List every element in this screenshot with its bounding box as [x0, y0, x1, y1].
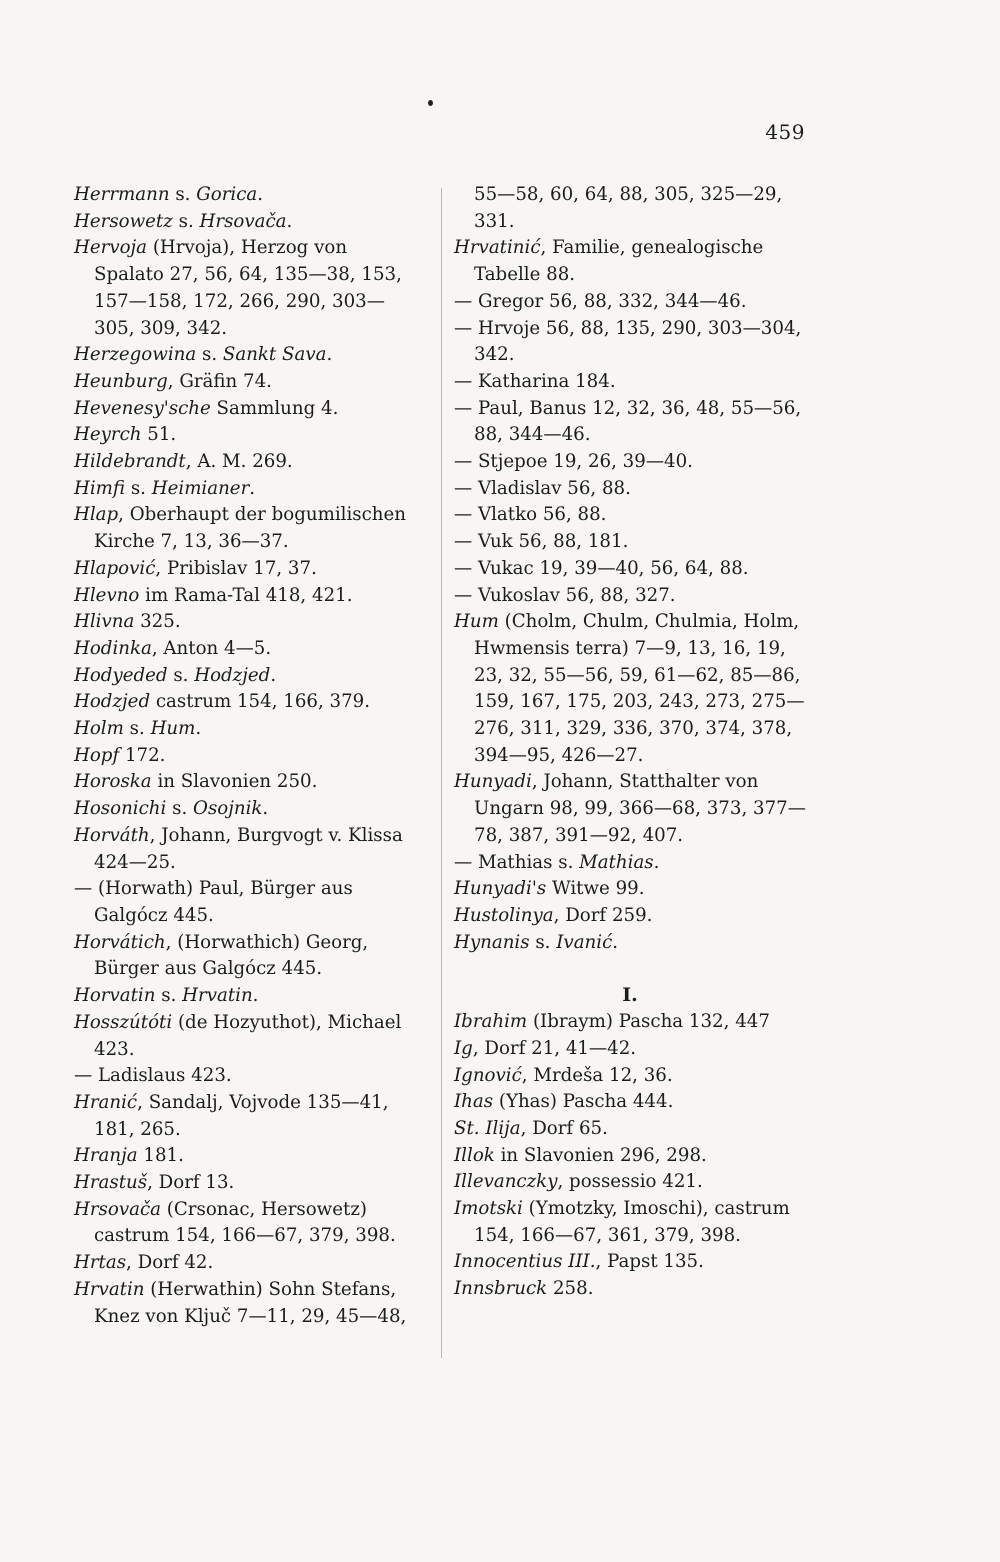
index-entry-head: Hustolinya	[454, 904, 554, 926]
index-entry	[454, 609, 806, 769]
index-entry-text: (Ymotzky, Imoschi), castrum 154, 166—67, 361, 379, 398.	[474, 1198, 790, 1246]
index-entry-text: s.	[155, 985, 183, 1007]
index-entry-head: Hrsovača	[74, 1198, 161, 1220]
index-entry-head: Ihas	[454, 1091, 494, 1113]
index-entry	[454, 583, 806, 610]
index-entry	[74, 743, 422, 770]
index-entry-head: Hopf	[74, 744, 120, 766]
index-entry-text: — (Horwath) Paul, Bürger aus Galgócz 445.	[74, 878, 353, 926]
index-entry-text: 325.	[134, 611, 181, 633]
index-entry	[454, 449, 806, 476]
index-entry-text: , possessio 421.	[557, 1171, 703, 1193]
index-entry-head: Hunyadi's	[454, 878, 547, 900]
index-entry	[454, 529, 806, 556]
index-entry	[74, 1090, 422, 1143]
index-entry-head: Hodyeded	[74, 664, 168, 686]
index-entry-text: — Vladislav 56, 88.	[454, 477, 631, 499]
index-entry	[74, 583, 422, 610]
index-entry-head: Hranja	[74, 1145, 138, 1167]
index-entry-head: Imotski	[454, 1198, 523, 1220]
index-entry-ref: Hrvatin	[182, 985, 253, 1007]
index-entry-text: s.	[196, 344, 223, 366]
index-entry-tail: .	[653, 851, 660, 873]
index-entry-head: Hrvatin	[74, 1278, 145, 1300]
index-entry-ref: Sankt Sava	[222, 344, 327, 366]
index-entry-head: Hevenesy'sche	[74, 397, 211, 419]
index-entry-ref: Mathias	[579, 851, 654, 873]
index-entry-head: Innsbruck	[454, 1278, 548, 1300]
index-entry-text: im Rama-Tal 418, 421.	[139, 584, 353, 606]
index-entry	[74, 716, 422, 743]
index-entry-text: (Yhas) Pascha 444.	[493, 1091, 674, 1113]
index-entry	[454, 1276, 806, 1303]
index-entry	[74, 235, 422, 342]
index-entry-head: Ignović	[454, 1064, 522, 1086]
index-entry-ref: Hodzjed	[194, 664, 271, 686]
index-entry-text: 55—58, 60, 64, 88, 305, 325—29, 331.	[474, 184, 783, 232]
index-entry-text: — Mathias s.	[454, 851, 580, 873]
index-entry-text: (de Hozyuthot), Michael 423.	[94, 1011, 402, 1060]
index-entry	[454, 1063, 806, 1090]
index-entry-tail: .	[262, 798, 269, 820]
column-divider	[441, 188, 442, 1358]
index-entry-text: , (Horwathich) Georg, Bürger aus Galgócz 445.	[94, 931, 369, 980]
index-entry-text: , Anton 4—5.	[151, 637, 272, 659]
index-entry-text: — Vukac 19, 39—40, 56, 64, 88.	[454, 557, 749, 579]
index-entry-head: Hildebrandt	[74, 451, 186, 473]
index-entry	[74, 1170, 422, 1197]
index-entry-text: , Johann, Burgvogt v. Klissa 424—25.	[94, 824, 403, 873]
index-entry-head: Hunyadi	[454, 771, 532, 793]
index-entry	[74, 636, 422, 663]
index-column-left	[74, 182, 422, 1330]
index-entry	[74, 1010, 422, 1063]
index-entry	[454, 1116, 806, 1143]
index-entry	[454, 769, 806, 849]
index-entry	[74, 1250, 422, 1277]
index-entry	[454, 369, 806, 396]
index-entry	[74, 1063, 422, 1090]
index-entry-text: (Crsonac, Hersowetz) castrum 154, 166—67, 379, 398.	[94, 1198, 396, 1247]
index-entry	[74, 342, 422, 369]
index-entry-tail: .	[270, 664, 277, 686]
index-entry-text: 258.	[547, 1278, 594, 1300]
index-entry	[74, 689, 422, 716]
index-entry-text: s.	[169, 184, 197, 205]
index-entry-tail: .	[326, 344, 333, 366]
index-entry	[74, 209, 422, 236]
index-entry-head: Himfi	[74, 477, 126, 499]
index-entry	[454, 1143, 806, 1170]
index-entry-text: — Vukoslav 56, 88, 327.	[454, 584, 676, 606]
index-entry-head: Hlivna	[74, 611, 135, 633]
index-entry-text: — Vlatko 56, 88.	[454, 504, 607, 526]
index-entry	[454, 316, 806, 369]
section-heading: I.	[622, 984, 638, 1007]
index-entry-head: Hosszútóti	[74, 1011, 173, 1033]
index-entry-text: — Paul, Banus 12, 32, 36, 48, 55—56, 88, 344—46.	[454, 397, 802, 446]
index-entry-head: Hodzjed	[74, 691, 151, 713]
index-entry-text: (Herwathin) Sohn Stefans, Knez von Ključ 7—11, 29, 45—48,	[94, 1278, 407, 1327]
index-entry	[74, 930, 422, 983]
index-entry	[454, 396, 806, 449]
index-entry-head: Hersowetz	[74, 210, 173, 232]
index-entry-ref: Hrsovača	[199, 210, 287, 232]
index-entry-text: — Hrvoje 56, 88, 135, 290, 303—304, 342.	[454, 317, 802, 366]
index-entry-head: Illok	[454, 1144, 495, 1166]
index-entry	[454, 850, 806, 877]
index-entry-text: 181.	[137, 1145, 184, 1167]
index-entry	[74, 796, 422, 823]
index-entry	[454, 1249, 806, 1276]
index-entry-head: Ibrahim	[454, 1011, 528, 1033]
index-entry-text: (Hrvoja), Herzog von Spalato 27, 56, 64, 135—38, 153, 157—158, 172, 266, 290, 303—305, 309, 342.	[94, 237, 402, 339]
index-entry-head: Hrastuš	[74, 1172, 148, 1194]
index-entry	[454, 876, 806, 903]
index-entry-tail: .	[286, 210, 293, 232]
index-entry-head: Hrtas	[74, 1252, 127, 1274]
index-entry	[74, 609, 422, 636]
index-entry-text: in Slavonien 250.	[151, 771, 318, 793]
index-entry-text: , Familie, genealogische Tabelle 88.	[474, 237, 764, 286]
index-entry-head: Holm	[74, 718, 124, 740]
index-entry-text: Sammlung 4.	[210, 397, 339, 419]
index-entry	[74, 1143, 422, 1170]
index-entry-text: , Oberhaupt der bogumilischen Kirche 7, 13, 36—37.	[94, 504, 406, 553]
index-entry	[454, 930, 806, 957]
index-entry	[454, 235, 806, 288]
index-entry-text: — Gregor 56, 88, 332, 344—46.	[454, 290, 747, 312]
index-entry	[454, 556, 806, 583]
index-entry-ref: Hum	[150, 718, 196, 740]
index-entry-head: Horváth	[74, 824, 150, 846]
index-entry-tail: .	[249, 477, 256, 499]
index-entry-text: s.	[166, 798, 194, 820]
index-entry-head: Hum	[454, 611, 499, 633]
index-entry-text: — Vuk 56, 88, 181.	[454, 531, 629, 553]
index-entry-text: , Dorf 13.	[147, 1172, 235, 1194]
index-entry	[74, 1197, 422, 1250]
index-entry-head: Heyrch	[74, 424, 142, 446]
index-column-right	[454, 182, 806, 1303]
index-entry-head: Herrmann	[74, 184, 170, 205]
index-entry-head: Illevanczky	[454, 1171, 558, 1193]
index-entry-text: castrum 154, 166, 379.	[150, 691, 371, 713]
index-entry-ref: Gorica	[196, 184, 258, 205]
index-entry-head: Horoska	[74, 771, 152, 793]
index-entry-tail: .	[195, 718, 202, 740]
index-entry-text: , Papst 135.	[595, 1251, 704, 1273]
index-entry	[74, 476, 422, 503]
index-entry-text: , Gräfin 74.	[167, 370, 272, 392]
index-entry-text: Witwe 99.	[546, 878, 645, 900]
index-entry-head: Hynanis	[454, 931, 530, 953]
index-entry	[74, 556, 422, 583]
index-entry-text: 51.	[141, 424, 177, 446]
index-entry	[454, 289, 806, 316]
index-entry-ref: Ivanić	[556, 931, 613, 953]
index-entry-text: , Dorf 259.	[553, 904, 653, 926]
index-entry	[454, 476, 806, 503]
index-entry	[74, 182, 422, 209]
index-entry-text: — Stjepoe 19, 26, 39—40.	[454, 451, 693, 473]
index-entry	[74, 369, 422, 396]
index-entry-text: 172.	[119, 744, 166, 766]
index-entry-tail: .	[257, 184, 264, 205]
index-entry	[74, 769, 422, 796]
index-entry-head: St. Ilija	[454, 1117, 521, 1139]
index-entry-tail: .	[612, 931, 619, 953]
index-entry	[74, 876, 422, 929]
index-entry-head: Hosonichi	[74, 798, 167, 820]
index-entry-head: Horvatin	[74, 985, 156, 1007]
index-entry	[454, 1009, 806, 1036]
index-entry-text: , Johann, Statthalter von Ungarn 98, 99, 366—68, 373, 377—78, 387, 391—92, 407.	[474, 771, 806, 846]
index-entry	[454, 1169, 806, 1196]
index-entry	[74, 823, 422, 876]
index-entry-ref: Heimianer	[151, 477, 250, 499]
index-entry	[454, 903, 806, 930]
index-entry-head: Herzegowina	[74, 344, 197, 366]
page-mark-dot	[428, 100, 433, 106]
index-entry-text: (Cholm, Chulm, Chulmia, Holm, Hwmensis terra) 7—9, 13, 16, 19, 23, 32, 55—56, 59, 61—62, 85—86, 159, 167, 175, 203, 243, 273, 275—276, 311, 329, 336, 370, 374, 378, 394—95, 426—27.	[474, 611, 805, 766]
index-entry-text: , Dorf 42.	[126, 1252, 214, 1274]
index-entry-ref: Osojnik	[193, 798, 263, 820]
index-entry-tail: .	[252, 985, 259, 1007]
index-entry-text: s.	[123, 718, 151, 740]
index-entry-text: , A. M. 269.	[185, 451, 293, 473]
index-entry	[454, 1089, 806, 1116]
index-entry-head: Innocentius III.	[454, 1251, 596, 1273]
index-entry	[74, 663, 422, 690]
index-entry-head: Hodinka	[74, 637, 152, 659]
index-entry-head: Hlevno	[74, 584, 140, 606]
index-entry	[74, 1277, 422, 1330]
index-entry-text: (Ibraym) Pascha 132, 447	[527, 1011, 770, 1033]
index-entry	[74, 449, 422, 476]
index-entry-text: , Dorf 65.	[520, 1117, 608, 1139]
index-entry-head: Ig	[454, 1037, 473, 1059]
index-entry-text: s.	[125, 477, 152, 499]
index-entry	[74, 422, 422, 449]
index-entry	[74, 983, 422, 1010]
page-number: 459	[765, 120, 805, 144]
index-entry	[454, 182, 806, 235]
index-entry-text: , Dorf 21, 41—42.	[472, 1037, 637, 1059]
index-entry	[454, 1196, 806, 1249]
index-entry-head: Horvátich	[74, 931, 166, 953]
index-entry-text: , Sandalj, Vojvode 135—41, 181, 265.	[94, 1091, 389, 1140]
index-entry-head: Hlapović	[74, 557, 156, 579]
index-entry-text: , Mrdeša 12, 36.	[521, 1064, 673, 1086]
index-entry-text: , Pribislav 17, 37.	[155, 557, 317, 579]
index-entry-text: — Katharina 184.	[454, 370, 616, 392]
index-entry	[454, 502, 806, 529]
index-entry-text: s.	[529, 931, 557, 953]
index-entry	[74, 502, 422, 555]
index-entry-text: in Slavonien 296, 298.	[494, 1144, 707, 1166]
index-entry	[74, 396, 422, 423]
index-entry-head: Hervoja	[74, 237, 148, 259]
index-entry-head: Hlap	[74, 504, 119, 526]
index-entry-head: Hranić	[74, 1091, 138, 1113]
index-entry-head: Heunburg	[74, 370, 168, 392]
index-entry	[454, 1036, 806, 1063]
index-entry-text: s.	[172, 210, 200, 232]
index-entry-head: Hrvatinić	[454, 237, 541, 259]
index-entry-text: s.	[167, 664, 195, 686]
index-entry-text: — Ladislaus 423.	[74, 1065, 232, 1087]
